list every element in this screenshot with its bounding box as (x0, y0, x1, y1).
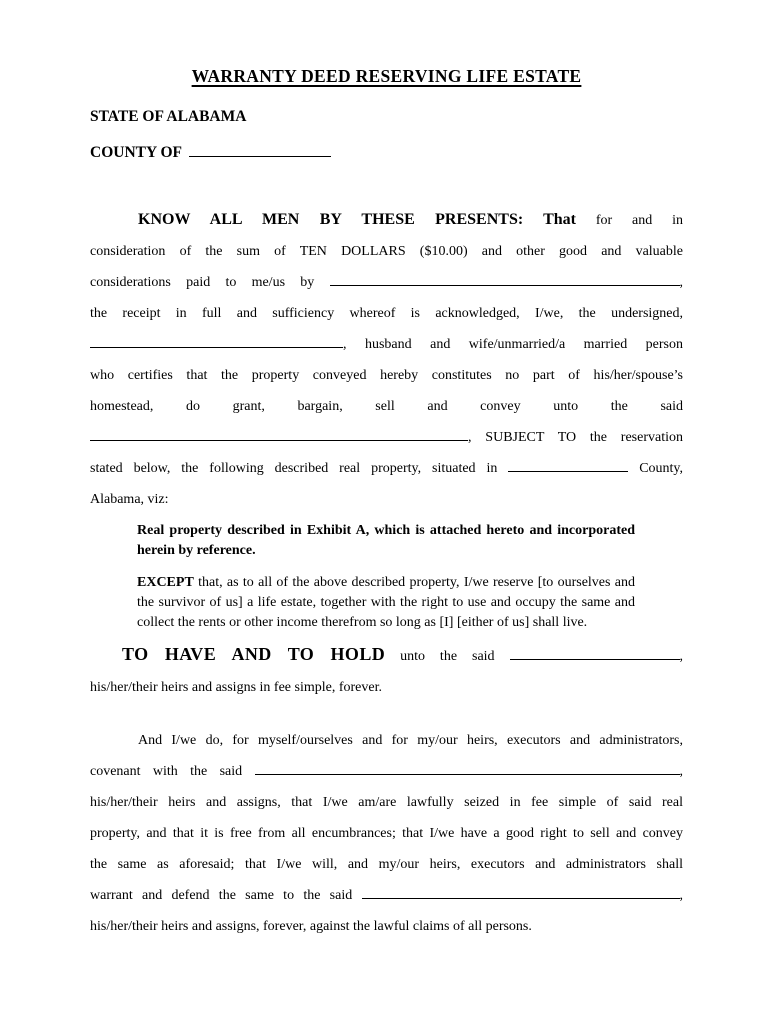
paragraph-tohave (90, 639, 683, 703)
text-line (90, 236, 683, 267)
text-run: his/her/their heirs and assigns in fee simple, forever. (90, 680, 382, 695)
text-line (90, 484, 683, 515)
text-run: , (679, 888, 683, 903)
county-blank-field[interactable] (189, 143, 331, 157)
blank-field[interactable] (510, 646, 680, 660)
text-line (90, 453, 683, 484)
text-run: stated below, the following described real property, situated in (90, 461, 498, 476)
paragraph-except (137, 573, 635, 633)
text-run: considerations paid to me/us by (90, 275, 315, 290)
state-heading (90, 108, 683, 126)
text-line (90, 880, 683, 911)
text-run: who certifies that the property conveyed hereby constitutes no part of his/her/spouse’s (90, 368, 683, 383)
text-run: , (679, 764, 684, 779)
text-line (90, 672, 683, 703)
text-run: Real property described in Exhibit A, which is attached hereto and incorporated herein by reference. (137, 523, 635, 558)
blank-field[interactable] (90, 334, 343, 348)
text-line (137, 521, 635, 561)
text-run: his/her/their heirs and assigns, that I/we am/are lawfully seized in fee simple of said real (90, 795, 683, 810)
blank-field[interactable] (508, 458, 628, 472)
text-run: the same as aforesaid; that I/we will, and my/our heirs, executors and administrators shall (90, 857, 683, 872)
text-line (90, 267, 683, 298)
document-content (90, 66, 683, 942)
county-heading (90, 143, 683, 162)
text-line (90, 787, 683, 818)
text-run: TO HAVE AND TO HOLD (122, 644, 386, 664)
text-line (90, 391, 683, 422)
text-line (90, 849, 683, 880)
text-run: the receipt in full and sufficiency whereof is acknowledged, I/we, the undersigned, (90, 306, 683, 321)
document-title-text: WARRANTY DEED RESERVING LIFE ESTATE (191, 66, 582, 86)
text-run: his/her/their heirs and assigns, forever, against the lawful claims of all persons. (90, 919, 532, 934)
text-run: unto the said (400, 649, 495, 664)
text-run: That (543, 211, 576, 228)
document-title (90, 66, 683, 87)
text-run: , (679, 275, 684, 290)
blank-field[interactable] (255, 761, 680, 775)
blank-field[interactable] (330, 272, 680, 286)
text-run: that, as to all of the above described property, I/we reserve [to ourselves and the survivor of us] a life estate, together with the right to use and occupy the same and collect the rents or other income therefrom so long as [I] [either of us] shall live. (137, 575, 635, 630)
text-run: , SUBJECT TO the reservation (468, 430, 683, 445)
county-heading-text: COUNTY OF (90, 144, 182, 161)
paragraph-covenant (90, 725, 683, 942)
text-run: EXCEPT (137, 575, 194, 590)
text-line (90, 756, 683, 787)
text-run: covenant with the said (90, 764, 243, 779)
paragraph-presents (90, 204, 683, 515)
text-run: And I/we do, for myself/ourselves and for my/our heirs, executors and administrators, (138, 733, 683, 748)
text-run: warrant and defend the same to the said (90, 888, 353, 903)
blank-field[interactable] (362, 885, 680, 899)
text-run: , (679, 649, 683, 664)
text-run: Alabama, viz: (90, 492, 169, 507)
document-body (90, 204, 683, 942)
text-run: County, (639, 461, 684, 476)
text-run: for and in (595, 213, 684, 228)
text-run: , husband and wife/unmarried/a married person (343, 337, 683, 352)
text-line (90, 639, 683, 672)
text-run: consideration of the sum of TEN DOLLARS ($10.00) and other good and valuable (90, 244, 683, 259)
text-line (90, 818, 683, 849)
text-line (90, 422, 683, 453)
text-run: homestead, do grant, bargain, sell and convey unto the said (90, 399, 683, 414)
text-run: KNOW ALL MEN BY THESE PRESENTS: (138, 211, 524, 228)
paragraph-exhibit (137, 521, 635, 561)
text-run: property, and that it is free from all encumbrances; that I/we have a good right to sell and convey (90, 826, 683, 841)
text-line (90, 329, 683, 360)
text-line (90, 911, 683, 942)
text-line (137, 573, 635, 633)
blank-field[interactable] (90, 427, 468, 441)
text-line (90, 204, 683, 236)
text-line (90, 725, 683, 756)
text-line (90, 298, 683, 329)
text-line (90, 360, 683, 391)
state-heading-text: STATE OF ALABAMA (90, 108, 247, 125)
